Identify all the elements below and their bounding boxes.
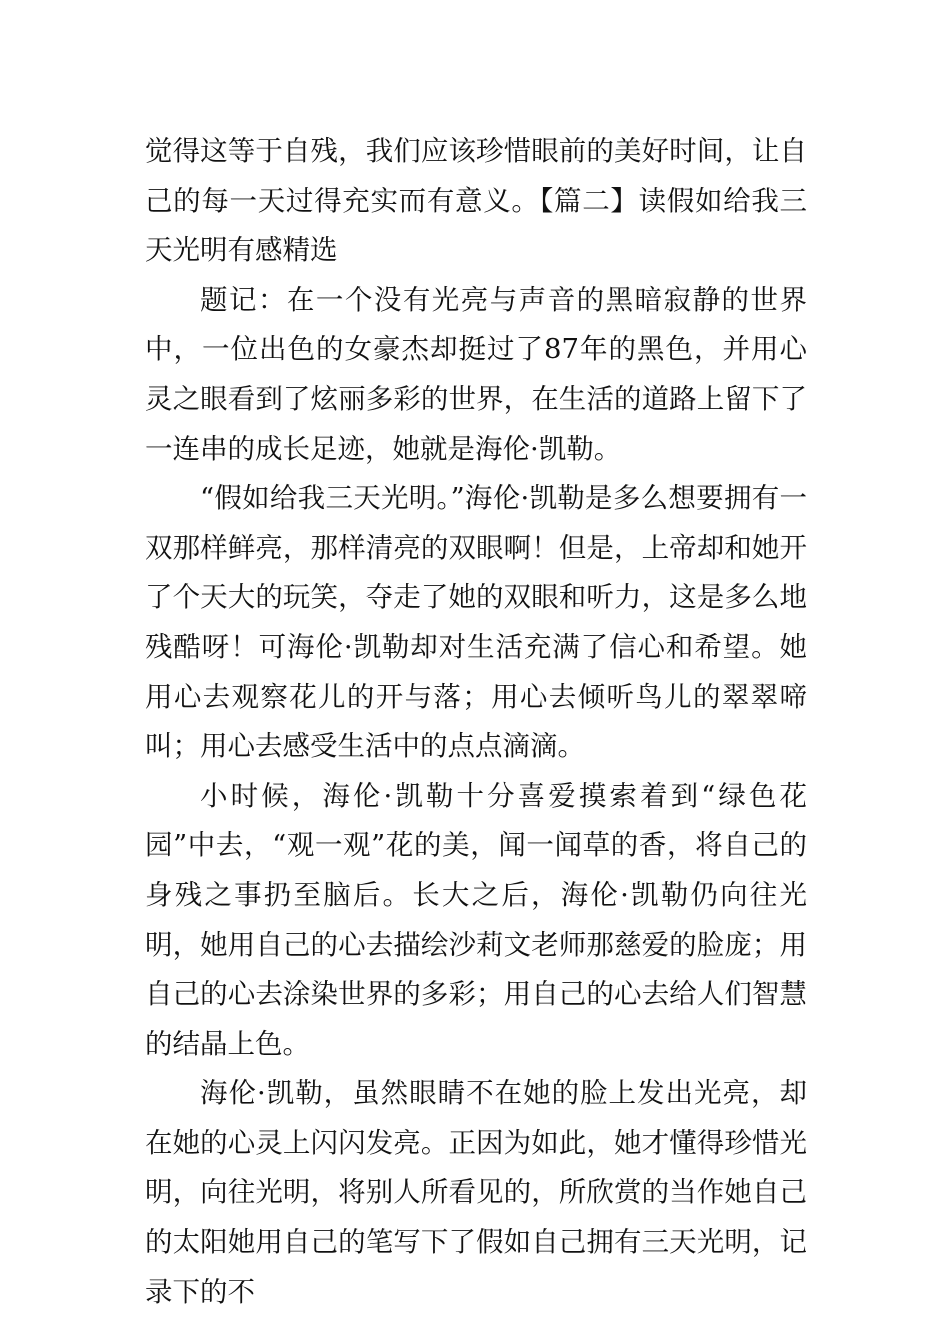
paragraph-5: 海伦·凯勒，虽然眼睛不在她的脸上发出光亮，却在她的心灵上闪闪发亮。正因为如此，她才懂得珍惜光明，向往光明，将别人所看见的，所欣赏的当作她自己的太阳她用自己的笔写下了假如自己拥有三天光明，记录下的不 — [145, 1077, 807, 1308]
document-body — [145, 127, 807, 1317]
paragraph-4: 小时候，海伦·凯勒十分喜爱摸索着到“绿色花园”中去，“观一观”花的美，闻一闻草的香，将自己的身残之事扔至脑后。长大之后，海伦·凯勒仍向往光明，她用自己的心去描绘沙莉文老师那慈爱的脸庞；用自己的心去涂染世界的多彩；用自己的心去给人们智慧的结晶上色。 — [145, 779, 807, 1060]
paragraph-1: 觉得这等于自残，我们应该珍惜眼前的美好时间，让自己的每一天过得充实而有意义。【篇二】读假如给我三天光明有感精选 — [145, 135, 807, 267]
paragraph-3: “假如给我三天光明。”海伦·凯勒是多么想要拥有一双那样鲜亮，那样清亮的双眼啊！但是，上帝却和她开了个天大的玩笑，夺走了她的双眼和听力，这是多么地残酷呀！可海伦·凯勒却对生活充满了信心和希望。她用心去观察花儿的开与落；用心去倾听鸟儿的翠翠啼叫；用心去感受生活中的点点滴滴。 — [145, 482, 807, 763]
paragraph-2: 题记：在一个没有光亮与声音的黑暗寂静的世界中，一位出色的女豪杰却挺过了87年的黑色，并用心灵之眼看到了炫丽多彩的世界，在生活的道路上留下了一连串的成长足迹，她就是海伦·凯勒。 — [145, 283, 807, 465]
